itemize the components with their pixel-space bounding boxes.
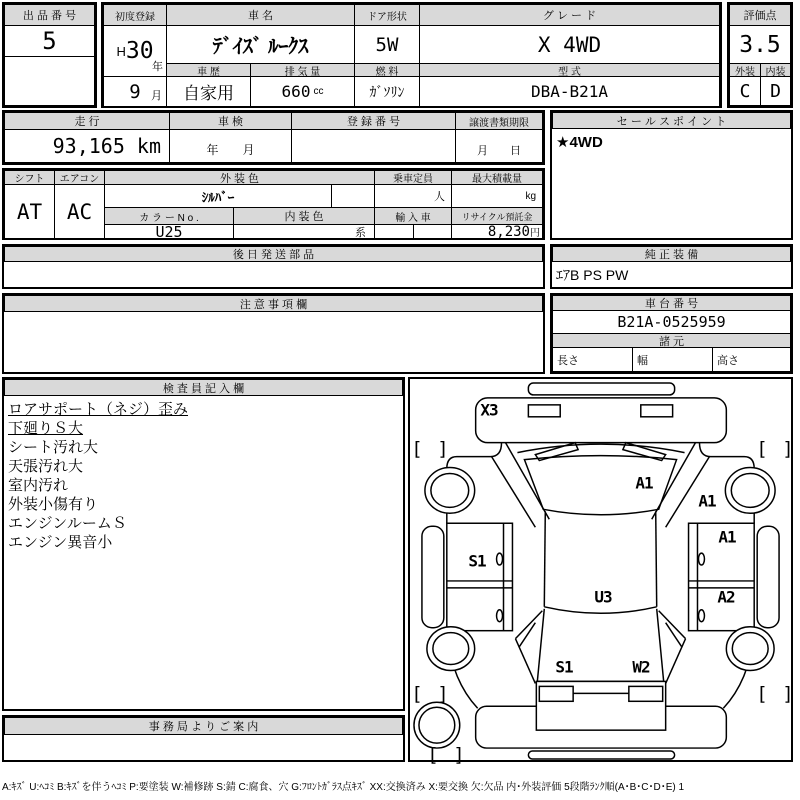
aircon-value: AC bbox=[54, 184, 105, 239]
damage-mark: X3 bbox=[480, 400, 498, 420]
ext-color-label: 外 装 色 bbox=[104, 170, 375, 185]
lot-number: 5 bbox=[4, 25, 95, 57]
top-main-box bbox=[101, 2, 722, 108]
damage-mark: W2 bbox=[632, 657, 650, 677]
int-color-label: 内 装 色 bbox=[233, 207, 375, 225]
damage-mark: S1 bbox=[468, 551, 486, 571]
import-cell-2 bbox=[413, 224, 452, 239]
damage-mark: A1 bbox=[635, 473, 653, 493]
office-value bbox=[4, 735, 403, 760]
capacity-label: 乗車定員 bbox=[374, 170, 452, 185]
first-reg-month-cell bbox=[103, 76, 167, 107]
displacement-unit: cc bbox=[313, 86, 324, 97]
first-reg-year-cell bbox=[103, 25, 167, 77]
genuine-equipment-label: 純 正 装 備 bbox=[552, 246, 791, 262]
caution-label: 注 意 事 項 欄 bbox=[4, 295, 543, 312]
inspector-note: エンジンルームＳ bbox=[8, 515, 127, 532]
chassis-value: B21A-0525959 bbox=[552, 310, 791, 334]
recycle-value bbox=[451, 224, 543, 239]
ext-color-empty-cell bbox=[331, 184, 375, 208]
damage-mark: A1 bbox=[718, 527, 736, 547]
transfer-label: 譲渡書類期限 bbox=[455, 112, 543, 130]
sales-point-label: セ ー ル ス ポ イ ン ト bbox=[552, 112, 791, 129]
inspector-note: 下廻りＳ大 bbox=[8, 420, 84, 437]
mileage-value: 93,165 km bbox=[4, 129, 170, 163]
frame-check-bracket: ] bbox=[453, 744, 465, 766]
frame-check-bracket: [ bbox=[411, 683, 423, 705]
door-value: 5W bbox=[354, 25, 420, 64]
lot-label: 出 品 番 号 bbox=[4, 4, 95, 26]
first-reg-year: 30 bbox=[125, 38, 154, 64]
recycle-amount: 8,230 bbox=[487, 224, 530, 239]
office-label: 事 務 局 よ り ご 案 内 bbox=[4, 717, 403, 735]
diagram-marks bbox=[410, 379, 794, 766]
inspector-label: 検 査 員 記 入 欄 bbox=[4, 379, 403, 396]
color-no-value: U25 bbox=[104, 224, 234, 239]
shift-value: AT bbox=[4, 184, 55, 239]
car-name-label: 車 名 bbox=[166, 4, 355, 26]
inspector-note: 外装小傷有り bbox=[8, 496, 99, 513]
damage-mark: A2 bbox=[717, 587, 735, 607]
first-reg-label: 初度登録 bbox=[103, 4, 167, 26]
later-parts-label: 後 日 発 送 部 品 bbox=[4, 246, 543, 262]
mileage-box bbox=[2, 110, 545, 165]
genuine-equipment-value: ｴｱB PS PW bbox=[556, 266, 629, 283]
office-box bbox=[2, 715, 405, 762]
shaken-value: 年 月 bbox=[169, 129, 292, 163]
displacement-label: 排 気 量 bbox=[250, 63, 355, 77]
damage-mark: U3 bbox=[594, 587, 612, 607]
inspector-note: 室内汚れ bbox=[8, 477, 69, 494]
fuel-value: ｶﾞｿﾘﾝ bbox=[354, 76, 420, 107]
score-box bbox=[727, 2, 793, 108]
frame-check-bracket: [ bbox=[756, 438, 768, 460]
max-load-value: kg bbox=[451, 184, 543, 208]
color-box bbox=[2, 168, 545, 240]
chassis-label: 車 台 番 号 bbox=[552, 295, 791, 311]
frame-check-bracket: [ bbox=[756, 683, 768, 705]
ext-color-value: ｼﾙﾊﾞｰ bbox=[104, 184, 332, 208]
inspector-note: ロアサポート（ネジ）歪み bbox=[8, 401, 189, 418]
chassis-box bbox=[550, 293, 793, 374]
reg-no-label: 登 録 番 号 bbox=[291, 112, 456, 130]
frame-check-bracket: ] bbox=[782, 438, 794, 460]
int-color-value: 系 bbox=[233, 224, 375, 239]
score-value: 3.5 bbox=[729, 25, 791, 64]
inspector-note: エンジン異音小 bbox=[8, 534, 113, 551]
fuel-label: 燃 料 bbox=[354, 63, 420, 77]
capacity-value: 人 bbox=[374, 184, 452, 208]
caution-box bbox=[2, 293, 545, 374]
grade-label: グ レ ー ド bbox=[419, 4, 720, 26]
interior-label: 内装 bbox=[760, 63, 791, 77]
damage-mark: A1 bbox=[698, 491, 716, 511]
sales-point-box bbox=[550, 110, 793, 240]
frame-check-bracket: ] bbox=[437, 683, 449, 705]
mileage-label: 走 行 bbox=[4, 112, 170, 130]
later-parts-box bbox=[2, 244, 545, 289]
history-label: 車 歴 bbox=[166, 63, 251, 77]
recycle-unit: 円 bbox=[530, 228, 540, 239]
month-unit: 月 bbox=[151, 90, 162, 102]
model-code-label: 型 式 bbox=[419, 63, 720, 77]
specs-label: 諸 元 bbox=[552, 333, 791, 348]
spec-length-label: 長さ bbox=[552, 347, 633, 372]
recycle-label: リサイクル預託金 bbox=[451, 207, 543, 225]
frame-check-bracket: [ bbox=[411, 438, 423, 460]
inspector-box bbox=[2, 377, 405, 711]
shift-label: シフト bbox=[4, 170, 55, 185]
later-parts-value bbox=[4, 262, 543, 287]
displacement-number: 660 bbox=[281, 82, 311, 101]
caution-value bbox=[4, 312, 543, 372]
inspector-note: 天張汚れ大 bbox=[8, 458, 84, 475]
aircon-label: エアコン bbox=[54, 170, 105, 185]
grade-value: X 4WD bbox=[419, 25, 720, 64]
model-code-value: DBA-B21A bbox=[419, 76, 720, 107]
first-reg-month: 9 bbox=[129, 80, 141, 103]
inspector-notes bbox=[8, 400, 401, 705]
lot-empty-cell bbox=[4, 56, 95, 106]
exterior-label: 外装 bbox=[729, 63, 761, 77]
displacement-value bbox=[250, 76, 355, 107]
max-load-label: 最大積載量 bbox=[451, 170, 543, 185]
import-label: 輸 入 車 bbox=[374, 207, 452, 225]
history-value: 自家用 bbox=[166, 76, 251, 107]
sales-point-value: ★4WD bbox=[556, 134, 603, 151]
spec-width-label: 幅 bbox=[632, 347, 713, 372]
genuine-equipment-box bbox=[550, 244, 793, 289]
exterior-grade: C bbox=[729, 76, 761, 106]
frame-check-bracket: [ bbox=[427, 744, 439, 766]
legend-text: A:ｷｽﾞ U:ﾍｺﾐ B:ｷｽﾞを伴うﾍｺﾐ P:要塗装 W:補修跡 S:錆 C:腐食、穴 G:ﾌﾛﾝﾄｶﾞﾗｽ点ｷｽﾞ XX:交換済み X:要交換 欠:欠品 内･外装評価 5段階ﾗﾝｸ順(A･B･C･D･E) 1 bbox=[2, 782, 685, 793]
interior-grade: D bbox=[760, 76, 791, 106]
damage-mark: S1 bbox=[555, 657, 573, 677]
diagram-box bbox=[408, 377, 794, 766]
car-name: ﾃﾞｲｽﾞ ﾙｰｸｽ bbox=[166, 25, 355, 64]
transfer-value: 月 日 bbox=[455, 129, 543, 163]
year-unit: 年 bbox=[152, 61, 163, 73]
shaken-label: 車 検 bbox=[169, 112, 292, 130]
import-cell-1 bbox=[374, 224, 414, 239]
reg-no-value bbox=[291, 129, 456, 163]
door-label: ドア形状 bbox=[354, 4, 420, 26]
score-label: 評価点 bbox=[729, 4, 791, 26]
spec-height-label: 高さ bbox=[712, 347, 791, 372]
color-no-label: カ ラ ー N o . bbox=[104, 207, 234, 225]
frame-check-bracket: ] bbox=[437, 438, 449, 460]
frame-check-bracket: ] bbox=[782, 683, 794, 705]
inspector-note: シート汚れ大 bbox=[8, 439, 99, 456]
era-letter: H bbox=[116, 43, 126, 59]
lot-box bbox=[2, 2, 97, 108]
